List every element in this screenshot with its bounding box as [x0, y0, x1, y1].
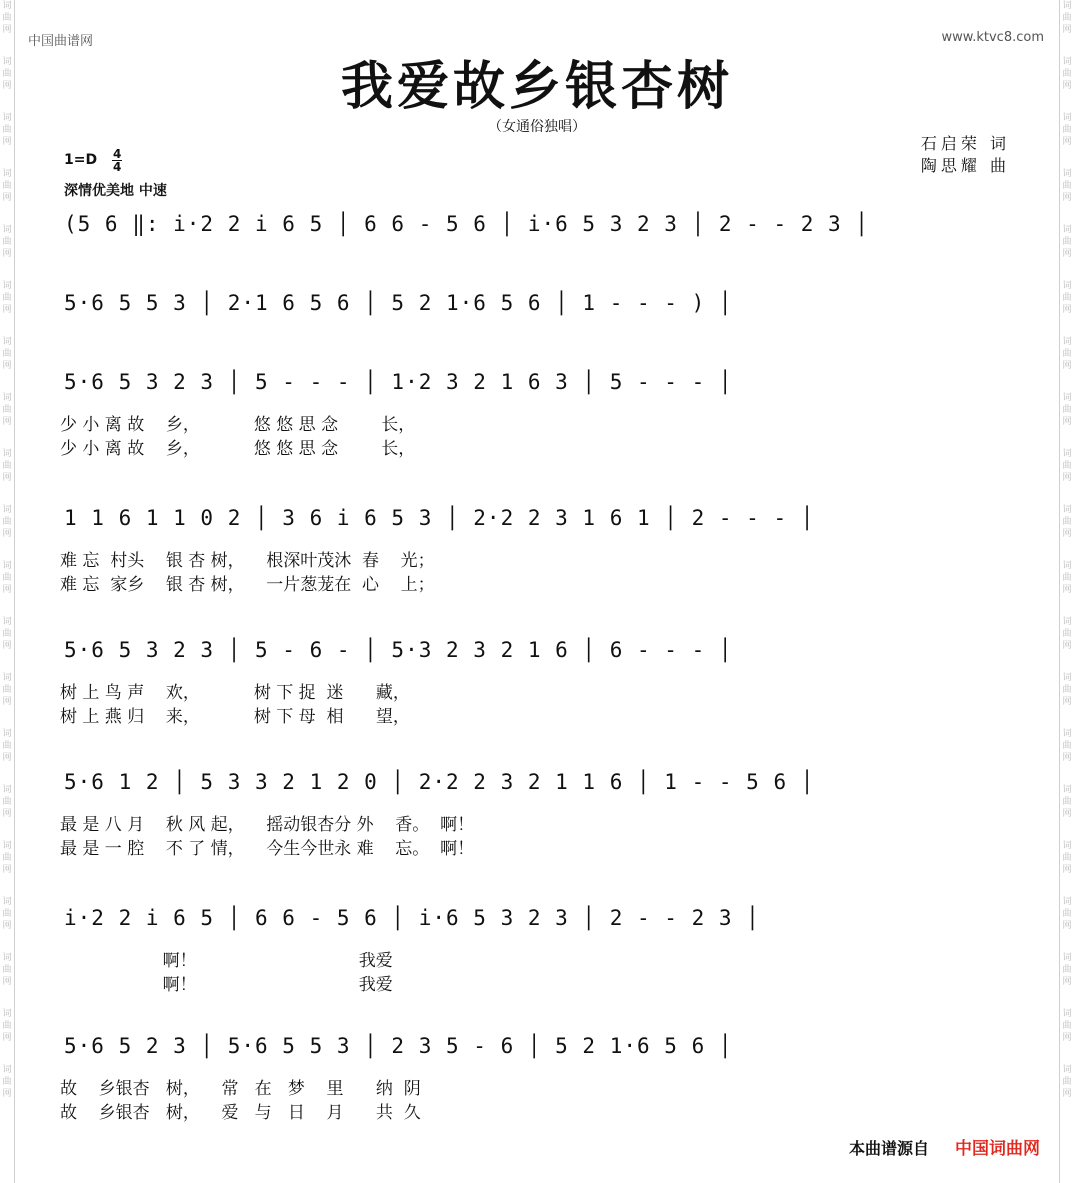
watermark-char: 曲 [2, 237, 12, 247]
watermark-char: 网 [2, 81, 12, 91]
watermark-char: 网 [1062, 193, 1072, 203]
watermark-char: 曲 [2, 69, 12, 79]
key-signature: 1=D [64, 152, 98, 168]
watermark-char: 词 [1062, 1, 1072, 11]
watermark-char: 词 [1062, 169, 1072, 179]
watermark-char: 词 [1062, 561, 1072, 571]
watermark-char: 曲 [1062, 69, 1072, 79]
header-site-name: 中国曲谱网 [28, 34, 94, 49]
score-row [60, 362, 1020, 402]
watermark-char: 词 [1062, 1009, 1072, 1019]
watermark-char: 曲 [1062, 685, 1072, 695]
watermark-char: 网 [2, 697, 12, 707]
watermark-char: 词 [2, 953, 12, 963]
watermark-char: 词 [2, 897, 12, 907]
watermark-char: 曲 [2, 349, 12, 359]
watermark-char: 曲 [2, 909, 12, 919]
watermark-char: 曲 [1062, 573, 1072, 583]
watermark-char: 曲 [2, 853, 12, 863]
watermark-char: 曲 [2, 573, 12, 583]
watermark-char: 网 [2, 585, 12, 595]
watermark-char: 网 [2, 137, 12, 147]
watermark-char: 词 [2, 1009, 12, 1019]
watermark-char: 曲 [2, 125, 12, 135]
watermark-char: 曲 [1062, 349, 1072, 359]
watermark-char: 曲 [1062, 965, 1072, 975]
watermark-char: 网 [1062, 697, 1072, 707]
watermark-char: 词 [1062, 617, 1072, 627]
jianpu-notes: (5 6 ‖: i·2 2 i 6 5 │ 6 6 - 5 6 │ i·6 5 3 2 3 │ 2 - - 2 3 │ [64, 212, 869, 236]
watermark-char: 曲 [1062, 1077, 1072, 1087]
watermark-char: 词 [1062, 953, 1072, 963]
watermark-char: 网 [2, 921, 12, 931]
watermark-char: 曲 [2, 1021, 12, 1031]
watermark-char: 网 [1062, 641, 1072, 651]
time-signature [112, 148, 122, 173]
watermark-char: 词 [2, 225, 12, 235]
lyric-line-verse-2: 少 小 离 故 乡， 悠 悠 思 念 长， [60, 439, 416, 459]
watermark-char: 网 [1062, 585, 1072, 595]
watermark-char: 曲 [2, 293, 12, 303]
lyric-line-verse-1: 故 乡银杏 树， 常 在 梦 里 纳 阴 [60, 1079, 421, 1099]
watermark-char: 曲 [1062, 517, 1072, 527]
lyric-line-verse-1: 啊！ 我爱 [60, 951, 393, 971]
watermark-char: 词 [2, 841, 12, 851]
jianpu-notes: 1 1 6 1 1 0 2 │ 3 6 i 6 5 3 │ 2·2 2 3 1 6 1 │ 2 - - - │ [64, 506, 815, 530]
watermark-char: 词 [1062, 57, 1072, 67]
jianpu-notes: 5·6 1 2 │ 5 3 3 2 1 2 0 │ 2·2 2 3 2 1 1 6 │ 1 - - 5 6 │ [64, 770, 815, 794]
watermark-char: 网 [2, 977, 12, 987]
lyric-line-verse-2: 难 忘 家乡 银 杏 树， 一片葱茏在 心 上； [60, 575, 435, 595]
watermark-char: 网 [2, 25, 12, 35]
watermark-char: 词 [1062, 785, 1072, 795]
jianpu-notes: 5·6 5 2 3 │ 5·6 5 5 3 │ 2 3 5 - 6 │ 5 2 1·6 5 6 │ [64, 1034, 733, 1058]
watermark-char: 词 [2, 113, 12, 123]
watermark-char: 网 [2, 809, 12, 819]
watermark-char: 曲 [1062, 13, 1072, 23]
watermark-char: 网 [1062, 921, 1072, 931]
watermark-char: 网 [1062, 1033, 1072, 1043]
right-watermark-strip [1059, 0, 1074, 1183]
watermark-char: 网 [2, 249, 12, 259]
watermark-char: 曲 [1062, 629, 1072, 639]
meter-bottom: 4 [113, 160, 122, 174]
composer-credit: 陶思耀 曲 [920, 156, 1010, 175]
lyricist-credit: 石启荣 词 [920, 134, 1010, 153]
watermark-char: 词 [1062, 281, 1072, 291]
watermark-char: 词 [1062, 113, 1072, 123]
watermark-char: 词 [2, 673, 12, 683]
lyric-line-verse-1: 树 上 鸟 声 欢， 树 下 捉 迷 藏， [60, 683, 410, 703]
watermark-char: 词 [2, 449, 12, 459]
watermark-char: 词 [2, 729, 12, 739]
watermark-char: 词 [2, 393, 12, 403]
lyric-line-verse-2: 最 是 一 腔 不 了 情， 今生今世永 难 忘。 啊！ [60, 839, 475, 859]
tempo-marking: 深情优美地 中速 [64, 183, 167, 199]
watermark-char: 曲 [2, 461, 12, 471]
watermark-char: 词 [1062, 897, 1072, 907]
meter-top: 4 [113, 147, 122, 161]
watermark-char: 网 [1062, 753, 1072, 763]
watermark-char: 网 [2, 641, 12, 651]
watermark-char: 网 [2, 753, 12, 763]
watermark-char: 词 [2, 785, 12, 795]
header-site-url: www.ktvc8.com [941, 30, 1044, 45]
score-row [60, 283, 1020, 323]
jianpu-notes: 5·6 5 5 3 │ 2·1 6 5 6 │ 5 2 1·6 5 6 │ 1 - - - ) │ [64, 291, 733, 315]
watermark-char: 曲 [1062, 741, 1072, 751]
lyric-line-verse-1: 少 小 离 故 乡， 悠 悠 思 念 长， [60, 415, 416, 435]
score-row [60, 762, 1020, 802]
watermark-char: 曲 [1062, 797, 1072, 807]
watermark-char: 词 [2, 561, 12, 571]
watermark-char: 词 [2, 57, 12, 67]
watermark-char: 词 [1062, 505, 1072, 515]
watermark-char: 词 [1062, 729, 1072, 739]
score-row [60, 1026, 1020, 1066]
watermark-char: 曲 [2, 685, 12, 695]
watermark-char: 网 [1062, 473, 1072, 483]
watermark-char: 词 [2, 169, 12, 179]
watermark-char: 曲 [2, 741, 12, 751]
watermark-char: 曲 [2, 629, 12, 639]
watermark-char: 曲 [1062, 909, 1072, 919]
watermark-char: 网 [1062, 977, 1072, 987]
watermark-char: 网 [2, 305, 12, 315]
left-watermark-strip [0, 0, 15, 1183]
score-row [60, 204, 1020, 244]
jianpu-notes: i·2 2 i 6 5 │ 6 6 - 5 6 │ i·6 5 3 2 3 │ 2 - - 2 3 │ [64, 906, 760, 930]
score-row [60, 630, 1020, 670]
watermark-char: 曲 [1062, 461, 1072, 471]
watermark-char: 词 [1062, 337, 1072, 347]
lyric-line-verse-2: 啊！ 我爱 [60, 975, 393, 995]
lyric-line-verse-2: 树 上 燕 归 来， 树 下 母 相 望， [60, 707, 410, 727]
watermark-char: 曲 [1062, 237, 1072, 247]
watermark-char: 词 [1062, 1065, 1072, 1075]
watermark-char: 网 [1062, 81, 1072, 91]
watermark-char: 词 [1062, 449, 1072, 459]
watermark-char: 网 [2, 473, 12, 483]
watermark-char: 网 [1062, 361, 1072, 371]
watermark-char: 网 [1062, 529, 1072, 539]
lyric-line-verse-1: 最 是 八 月 秋 风 起， 摇动银杏分 外 香。 啊！ [60, 815, 475, 835]
watermark-char: 词 [1062, 225, 1072, 235]
watermark-char: 曲 [1062, 125, 1072, 135]
watermark-char: 曲 [2, 965, 12, 975]
watermark-char: 网 [1062, 305, 1072, 315]
score-row [60, 498, 1020, 538]
footer-source-site: 中国词曲网 [955, 1139, 1040, 1159]
watermark-char: 网 [2, 865, 12, 875]
watermark-char: 曲 [2, 797, 12, 807]
watermark-char: 网 [2, 361, 12, 371]
watermark-char: 曲 [1062, 1021, 1072, 1031]
watermark-char: 曲 [2, 181, 12, 191]
watermark-char: 网 [1062, 249, 1072, 259]
watermark-char: 词 [1062, 673, 1072, 683]
watermark-char: 曲 [1062, 405, 1072, 415]
watermark-char: 网 [2, 1033, 12, 1043]
watermark-char: 词 [2, 337, 12, 347]
watermark-char: 网 [1062, 25, 1072, 35]
lyric-line-verse-1: 难 忘 村头 银 杏 树， 根深叶茂沐 春 光； [60, 551, 435, 571]
watermark-char: 曲 [2, 13, 12, 23]
watermark-char: 词 [2, 1, 12, 11]
watermark-char: 词 [2, 1065, 12, 1075]
jianpu-notes: 5·6 5 3 2 3 │ 5 - 6 - │ 5·3 2 3 2 1 6 │ 6 - - - │ [64, 638, 733, 662]
watermark-char: 曲 [2, 517, 12, 527]
footer-source-label: 本曲谱源自 [848, 1139, 929, 1158]
watermark-char: 词 [2, 281, 12, 291]
jianpu-notes: 5·6 5 3 2 3 │ 5 - - - │ 1·2 3 2 1 6 3 │ 5 - - - │ [64, 370, 733, 394]
watermark-char: 词 [2, 505, 12, 515]
score-row [60, 898, 1020, 938]
watermark-char: 网 [2, 529, 12, 539]
watermark-char: 网 [2, 417, 12, 427]
watermark-char: 网 [1062, 137, 1072, 147]
watermark-char: 网 [2, 1089, 12, 1099]
watermark-char: 词 [2, 617, 12, 627]
watermark-char: 曲 [2, 405, 12, 415]
watermark-char: 曲 [1062, 293, 1072, 303]
watermark-char: 曲 [1062, 181, 1072, 191]
watermark-char: 词 [1062, 841, 1072, 851]
song-title: 我爱故乡银杏树 [340, 57, 733, 117]
watermark-char: 网 [1062, 809, 1072, 819]
watermark-char: 网 [1062, 865, 1072, 875]
watermark-char: 网 [1062, 417, 1072, 427]
watermark-char: 曲 [1062, 853, 1072, 863]
watermark-char: 网 [2, 193, 12, 203]
watermark-char: 词 [1062, 393, 1072, 403]
lyric-line-verse-2: 故 乡银杏 树， 爱 与 日 月 共 久 [60, 1103, 421, 1123]
watermark-char: 网 [1062, 1089, 1072, 1099]
song-subtitle: （女通俗独唱） [488, 119, 586, 135]
watermark-char: 曲 [2, 1077, 12, 1087]
